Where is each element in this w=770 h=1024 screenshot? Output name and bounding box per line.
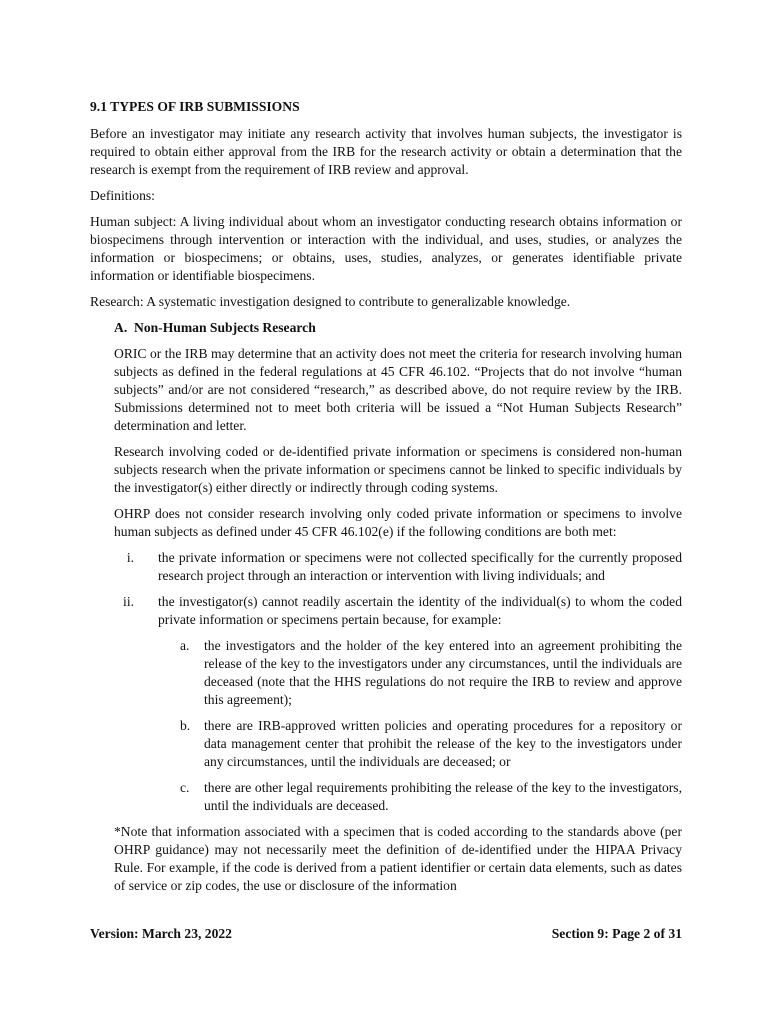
page-body — [90, 98, 682, 895]
condition-text: the private information or specimens were not collected specifically for the currently proposed research project through an interaction or intervention with living individuals; and — [158, 550, 682, 583]
example-text: there are other legal requirements prohibiting the release of the key to the investigators, until the individuals are deceased. — [204, 780, 682, 813]
intro-paragraph: Before an investigator may initiate any research activity that involves human subjects, the investigator is required to obtain either approval from the IRB for the research activity or obtain a determination that the research is exempt from the requirement of IRB review and approval. — [90, 126, 682, 177]
condition-text: the investigator(s) cannot readily ascertain the identity of the individual(s) to whom the coded private information or specimens pertain because, for example: — [158, 594, 682, 627]
example-text: there are IRB-approved written policies and operating procedures for a repository or data management center that prohibit the release of the key to the investigators under any circumstances, until the individuals are deceased; or — [204, 718, 682, 769]
example-letter: b. — [180, 718, 191, 733]
example-letter: a. — [180, 638, 190, 653]
condition-item — [114, 549, 682, 585]
condition-number: i. — [126, 550, 134, 565]
nhsr-paragraph-1: ORIC or the IRB may determine that an activity does not meet the criteria for research involving human subjects as defined in the federal regulations at 45 CFR 46.102. “Projects that do not involve “human subjects” and/or are not considered “research,” as described above, do not require review by the IRB. Submissions determined not to meet both criteria will be issued a “Not Human Subjects Research” determination and letter. — [114, 346, 682, 433]
example-text: the investigators and the holder of the key entered into an agreement prohibiting the release of the key to the investigators under any circumstances, until the individuals are deceased (note that the HHS regulations do not require the IRB to review and approve this agreement); — [204, 638, 682, 707]
version-date: Version: March 23, 2022 — [90, 926, 232, 941]
condition-number: ii. — [123, 594, 134, 609]
nhsr-paragraph-2: Research involving coded or de-identified private information or specimens is considered non-human subjects research when the private information or specimens cannot be linked to specific individuals by the investigator(s) either directly or indirectly through coding systems. — [114, 444, 682, 495]
section-heading: 9.1 TYPES OF IRB SUBMISSIONS — [90, 99, 300, 114]
subsection-a-title: Non-Human Subjects Research — [134, 320, 316, 335]
example-item — [180, 779, 682, 815]
example-letter: c. — [180, 780, 190, 795]
example-item — [180, 717, 682, 771]
nhsr-paragraph-3: OHRP does not consider research involving only coded private information or specimens to involve human subjects as defined under 45 CFR 46.102(e) if the following conditions are both met: — [114, 506, 682, 539]
research-definition: Research: A systematic investigation designed to contribute to generalizable knowledge. — [90, 294, 571, 309]
definitions-label: Definitions: — [90, 188, 155, 203]
subsection-a-heading — [114, 319, 682, 337]
condition-item — [114, 593, 682, 629]
subsection-a-marker: A. — [114, 320, 128, 335]
example-item — [180, 637, 682, 709]
note-paragraph: *Note that information associated with a specimen that is coded according to the standards above (per OHRP guidance) may not necessarily meet the definition of de-identified under the HIPAA Privacy Rule. For example, if the code is derived from a patient identifier or certain data elements, such as dates of service or zip codes, the use or disclosure of the information — [114, 824, 682, 893]
page-number: Section 9: Page 2 of 31 — [551, 926, 682, 941]
human-subject-definition: Human subject: A living individual about whom an investigator conducting research obtains information or biospecimens through intervention or interaction with the individual, and uses, studies, or analyzes the information or biospecimens; or obtains, uses, studies, analyzes, or generates identifiable private information or identifiable biospecimens. — [90, 214, 682, 283]
page-footer — [90, 925, 682, 943]
